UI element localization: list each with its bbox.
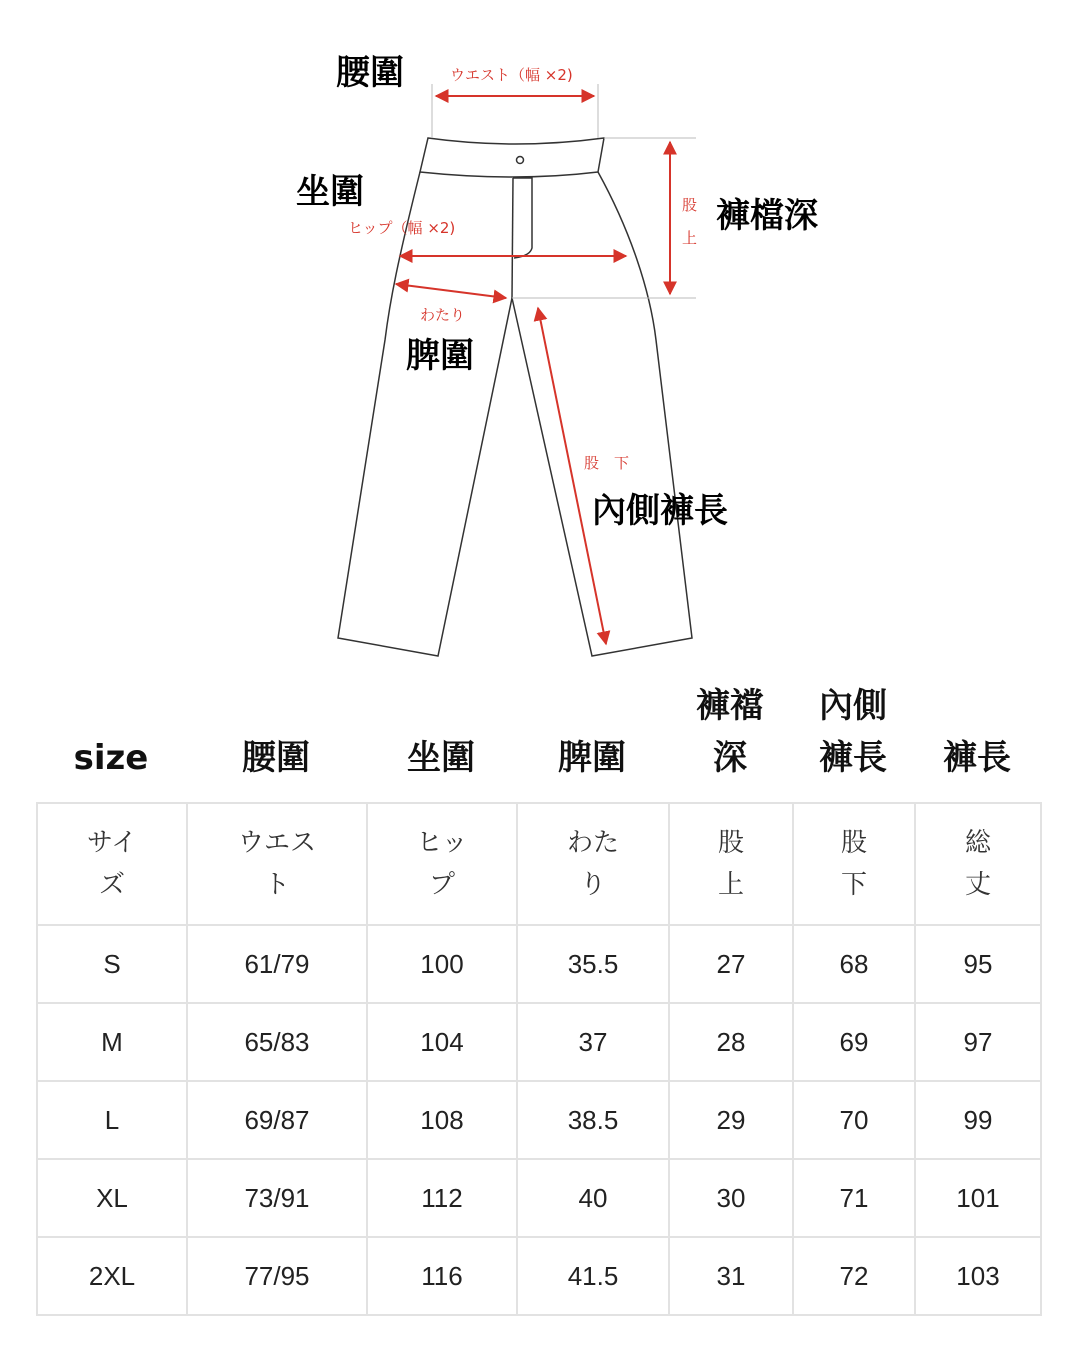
column-headers <box>36 672 1040 792</box>
inseam-label: 內側褲長 <box>592 491 728 531</box>
table-cell: 38.5 <box>517 1081 669 1159</box>
col-head-rise: 褲襠 深 <box>696 686 764 778</box>
table-cell: 103 <box>915 1237 1041 1315</box>
table-cell: 104 <box>367 1003 517 1081</box>
table-cell: 69/87 <box>187 1081 367 1159</box>
table-header-cell: ヒッ プ <box>367 803 517 925</box>
table-cell: 77/95 <box>187 1237 367 1315</box>
table-header-cell: 股 下 <box>793 803 915 925</box>
table-header-cell: 股 上 <box>669 803 793 925</box>
col-head-length: 褲長 <box>943 738 1011 778</box>
thigh-arrow <box>396 284 506 298</box>
table-cell: 100 <box>367 925 517 1003</box>
table-cell: 68 <box>793 925 915 1003</box>
thigh-red-label: わたり <box>420 306 466 324</box>
table-cell: 61/79 <box>187 925 367 1003</box>
table-cell: S <box>37 925 187 1003</box>
table-cell: 27 <box>669 925 793 1003</box>
rise-red-label-1: 股 <box>682 196 698 214</box>
waist-red-label: ウエスト（幅 ×2) <box>450 66 573 84</box>
hip-label: 坐圍 <box>296 172 364 212</box>
table-cell: 40 <box>517 1159 669 1237</box>
size-table <box>36 802 1042 1316</box>
table-cell: 101 <box>915 1159 1041 1237</box>
table-header-row <box>37 803 1041 925</box>
table-header-cell: 総 丈 <box>915 803 1041 925</box>
table-header-cell: わた り <box>517 803 669 925</box>
hip-red-label: ヒップ（幅 ×2) <box>348 219 456 237</box>
inseam-arrow <box>538 308 606 644</box>
pants-outline-icon <box>338 138 692 656</box>
table-cell: 97 <box>915 1003 1041 1081</box>
col-head-size: size <box>73 738 149 778</box>
table-cell: M <box>37 1003 187 1081</box>
table-cell: 108 <box>367 1081 517 1159</box>
table-row <box>37 1237 1041 1315</box>
rise-red-label-2: 上 <box>682 229 698 247</box>
table-row <box>37 1081 1041 1159</box>
table-cell: 30 <box>669 1159 793 1237</box>
table-cell: 116 <box>367 1237 517 1315</box>
table-cell: 28 <box>669 1003 793 1081</box>
table-cell: XL <box>37 1159 187 1237</box>
table-cell: 70 <box>793 1081 915 1159</box>
table-cell: 69 <box>793 1003 915 1081</box>
table-cell: 112 <box>367 1159 517 1237</box>
table-cell: 72 <box>793 1237 915 1315</box>
table-row <box>37 1003 1041 1081</box>
inseam-red-label: 股 下 <box>584 454 630 472</box>
table-cell: 29 <box>669 1081 793 1159</box>
table-header-cell: ウエス ト <box>187 803 367 925</box>
thigh-label: 脾圍 <box>406 336 474 376</box>
table-cell: 71 <box>793 1159 915 1237</box>
col-head-waist: 腰圍 <box>242 738 310 778</box>
table-cell: 41.5 <box>517 1237 669 1315</box>
table-row <box>37 925 1041 1003</box>
table-cell: 95 <box>915 925 1041 1003</box>
table-cell: 73/91 <box>187 1159 367 1237</box>
table-cell: 2XL <box>37 1237 187 1315</box>
col-head-inseam: 內側 褲長 <box>819 686 887 778</box>
waist-label: 腰圍 <box>336 53 404 93</box>
table-header-cell: サイ ズ <box>37 803 187 925</box>
rise-label: 褲檔深 <box>716 196 818 236</box>
table-cell: 65/83 <box>187 1003 367 1081</box>
table-cell: 99 <box>915 1081 1041 1159</box>
table-cell: 37 <box>517 1003 669 1081</box>
table-row <box>37 1159 1041 1237</box>
table-cell: 35.5 <box>517 925 669 1003</box>
table-cell: 31 <box>669 1237 793 1315</box>
col-head-thigh: 脾圍 <box>558 738 626 778</box>
table-cell: L <box>37 1081 187 1159</box>
col-head-hip: 坐圍 <box>407 738 475 778</box>
